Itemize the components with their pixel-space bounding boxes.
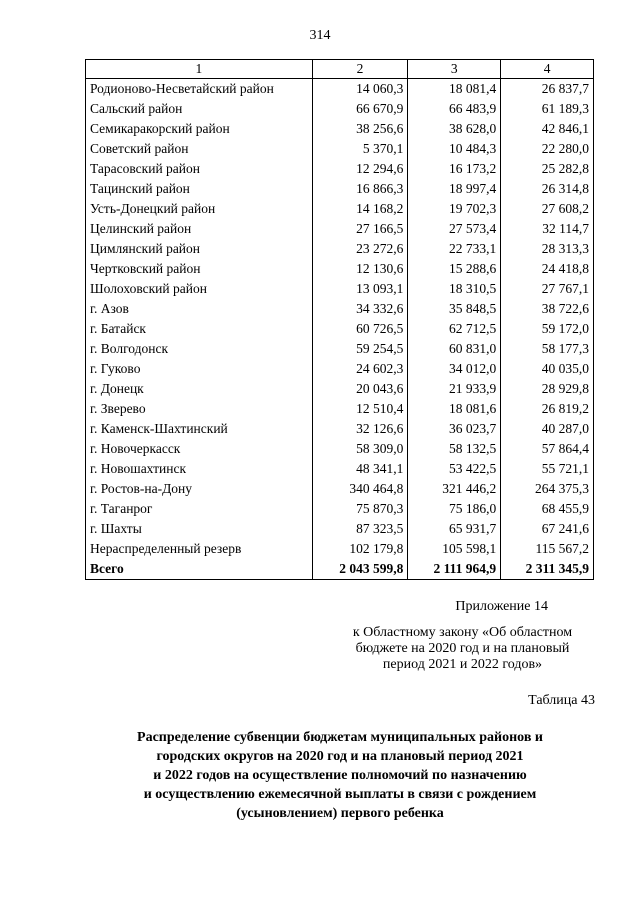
table-cell-name: Чертковский район (86, 259, 313, 279)
table-cell-value: 48 341,1 (312, 459, 408, 479)
table-cell-value: 16 866,3 (312, 179, 408, 199)
table-cell-value: 68 455,9 (501, 499, 594, 519)
table-cell-name: Шолоховский район (86, 279, 313, 299)
table-row (86, 399, 594, 419)
table-cell-value: 2 043 599,8 (312, 559, 408, 580)
page-number: 314 (309, 28, 331, 43)
table-cell-value: 27 573,4 (408, 219, 501, 239)
table-cell-name: г. Каменск-Шахтинский (86, 419, 313, 439)
table-cell-value: 18 997,4 (408, 179, 501, 199)
table-cell-value: 2 111 964,9 (408, 559, 501, 580)
document-title-line: (усыновлением) первого ребенка (236, 806, 444, 821)
table-cell-value: 59 254,5 (312, 339, 408, 359)
table-cell-value: 18 081,4 (408, 79, 501, 100)
table-cell-value: 27 166,5 (312, 219, 408, 239)
table-cell-value: 67 241,6 (501, 519, 594, 539)
table-cell-value: 12 510,4 (312, 399, 408, 419)
table-cell-value: 53 422,5 (408, 459, 501, 479)
table-cell-value: 15 288,6 (408, 259, 501, 279)
table-cell-value: 26 819,2 (501, 399, 594, 419)
table-cell-value: 12 130,6 (312, 259, 408, 279)
table-header-row (86, 60, 594, 79)
table-cell-value: 60 831,0 (408, 339, 501, 359)
table-cell-value: 58 132,5 (408, 439, 501, 459)
document-title-line: Распределение субвенции бюджетам муниципальных районов и (137, 730, 543, 745)
appendix-law-line: бюджете на 2020 год и на плановый (355, 641, 570, 656)
column-header-4: 4 (501, 60, 594, 79)
table-cell-value: 12 294,6 (312, 159, 408, 179)
table-row (86, 279, 594, 299)
table-cell-name: г. Азов (86, 299, 313, 319)
table-row (86, 219, 594, 239)
table-cell-value: 27 767,1 (501, 279, 594, 299)
table-row (86, 359, 594, 379)
table-row (86, 119, 594, 139)
table-cell-value: 18 310,5 (408, 279, 501, 299)
table-row (86, 299, 594, 319)
table-cell-value: 22 733,1 (408, 239, 501, 259)
table-cell-value: 65 931,7 (408, 519, 501, 539)
table-cell-name: Советский район (86, 139, 313, 159)
table-cell-value: 58 177,3 (501, 339, 594, 359)
subvention-table (85, 59, 594, 580)
table-row (86, 179, 594, 199)
table-cell-value: 5 370,1 (312, 139, 408, 159)
table-cell-value: 23 272,6 (312, 239, 408, 259)
table-row (86, 459, 594, 479)
table-cell-value: 14 168,2 (312, 199, 408, 219)
document-title-line: и осуществлению ежемесячной выплаты в связи с рождением (143, 787, 537, 802)
table-cell-value: 32 114,7 (501, 219, 594, 239)
table-cell-name: Тарасовский район (86, 159, 313, 179)
table-cell-value: 38 628,0 (408, 119, 501, 139)
table-cell-value: 62 712,5 (408, 319, 501, 339)
table-cell-value: 27 608,2 (501, 199, 594, 219)
table-row (86, 199, 594, 219)
table-cell-name: г. Гуково (86, 359, 313, 379)
table-label: Таблица 43 (528, 693, 595, 708)
table-cell-value: 66 670,9 (312, 99, 408, 119)
table-cell-value: 340 464,8 (312, 479, 408, 499)
table-row (86, 439, 594, 459)
table-cell-value: 28 313,3 (501, 239, 594, 259)
table-cell-value: 66 483,9 (408, 99, 501, 119)
table-cell-value: 32 126,6 (312, 419, 408, 439)
table-cell-value: 10 484,3 (408, 139, 501, 159)
table-cell-value: 24 418,8 (501, 259, 594, 279)
table-cell-value: 34 012,0 (408, 359, 501, 379)
table-row (86, 479, 594, 499)
table-cell-name: г. Таганрог (86, 499, 313, 519)
table-cell-value: 105 598,1 (408, 539, 501, 559)
column-header-3: 3 (408, 60, 501, 79)
table-cell-value: 24 602,3 (312, 359, 408, 379)
table-cell-value: 38 256,6 (312, 119, 408, 139)
table-row (86, 239, 594, 259)
table-cell-value: 102 179,8 (312, 539, 408, 559)
table-cell-value: 25 282,8 (501, 159, 594, 179)
table-cell-value: 26 314,8 (501, 179, 594, 199)
table-cell-value: 40 287,0 (501, 419, 594, 439)
appendix-law-line: период 2021 и 2022 годов» (382, 657, 543, 672)
table-cell-value: 60 726,5 (312, 319, 408, 339)
table-cell-value: 55 721,1 (501, 459, 594, 479)
table-cell-value: 28 929,8 (501, 379, 594, 399)
table-row (86, 259, 594, 279)
table-cell-value: 18 081,6 (408, 399, 501, 419)
table-cell-value: 75 870,3 (312, 499, 408, 519)
table-cell-name: Семикаракорский район (86, 119, 313, 139)
table-cell-name: Нераспределенный резерв (86, 539, 313, 559)
appendix-law-reference (330, 625, 595, 673)
table-cell-value: 40 035,0 (501, 359, 594, 379)
table-cell-value: 321 446,2 (408, 479, 501, 499)
table-cell-value: 22 280,0 (501, 139, 594, 159)
table-cell-name: г. Донецк (86, 379, 313, 399)
table-row (86, 319, 594, 339)
column-header-1: 1 (86, 60, 313, 79)
table-row (86, 419, 594, 439)
table-cell-value: 61 189,3 (501, 99, 594, 119)
column-header-2: 2 (312, 60, 408, 79)
table-cell-value: 58 309,0 (312, 439, 408, 459)
table-cell-value: 13 093,1 (312, 279, 408, 299)
table-cell-value: 16 173,2 (408, 159, 501, 179)
table-cell-name: г. Зверево (86, 399, 313, 419)
table-row (86, 139, 594, 159)
appendix-law-line: к Областному закону «Об областном (352, 625, 573, 640)
table-row (86, 79, 594, 100)
table-cell-value: 87 323,5 (312, 519, 408, 539)
table-total-row (86, 559, 594, 580)
table-cell-name: г. Новошахтинск (86, 459, 313, 479)
table-row (86, 519, 594, 539)
appendix-title: Приложение 14 (455, 599, 548, 614)
table-cell-value: 57 864,4 (501, 439, 594, 459)
table-cell-name: Сальский район (86, 99, 313, 119)
table-cell-name: Усть-Донецкий район (86, 199, 313, 219)
table-row (86, 99, 594, 119)
table-cell-value: 19 702,3 (408, 199, 501, 219)
table-cell-value: 20 043,6 (312, 379, 408, 399)
document-title-line: и 2022 годов на осуществление полномочий по назначению (153, 768, 527, 783)
table-body (86, 79, 594, 580)
table-cell-value: 115 567,2 (501, 539, 594, 559)
table-cell-value: 14 060,3 (312, 79, 408, 100)
table-cell-name: Родионово-Несветайский район (86, 79, 313, 100)
table-cell-name: г. Ростов-на-Дону (86, 479, 313, 499)
table-cell-name: Цимлянский район (86, 239, 313, 259)
table-cell-name: Целинский район (86, 219, 313, 239)
table-row (86, 159, 594, 179)
table-row (86, 339, 594, 359)
table-cell-value: 59 172,0 (501, 319, 594, 339)
table-cell-name: г. Волгодонск (86, 339, 313, 359)
table-row (86, 379, 594, 399)
table-cell-value: 2 311 345,9 (501, 559, 594, 580)
table-cell-value: 21 933,9 (408, 379, 501, 399)
document-title-line: городских округов на 2020 год и на плановый период 2021 (156, 749, 524, 764)
table-row (86, 539, 594, 559)
table-cell-value: 264 375,3 (501, 479, 594, 499)
table-cell-value: 36 023,7 (408, 419, 501, 439)
table-cell-value: 38 722,6 (501, 299, 594, 319)
document-title (110, 728, 570, 823)
table-row (86, 499, 594, 519)
table-cell-name: г. Шахты (86, 519, 313, 539)
table-cell-name: г. Новочеркасск (86, 439, 313, 459)
table-cell-name: г. Батайск (86, 319, 313, 339)
table-cell-value: 42 846,1 (501, 119, 594, 139)
table-cell-name: Всего (86, 559, 313, 580)
table-cell-value: 26 837,7 (501, 79, 594, 100)
table-cell-value: 34 332,6 (312, 299, 408, 319)
table-cell-value: 75 186,0 (408, 499, 501, 519)
table-cell-value: 35 848,5 (408, 299, 501, 319)
table-cell-name: Тацинский район (86, 179, 313, 199)
